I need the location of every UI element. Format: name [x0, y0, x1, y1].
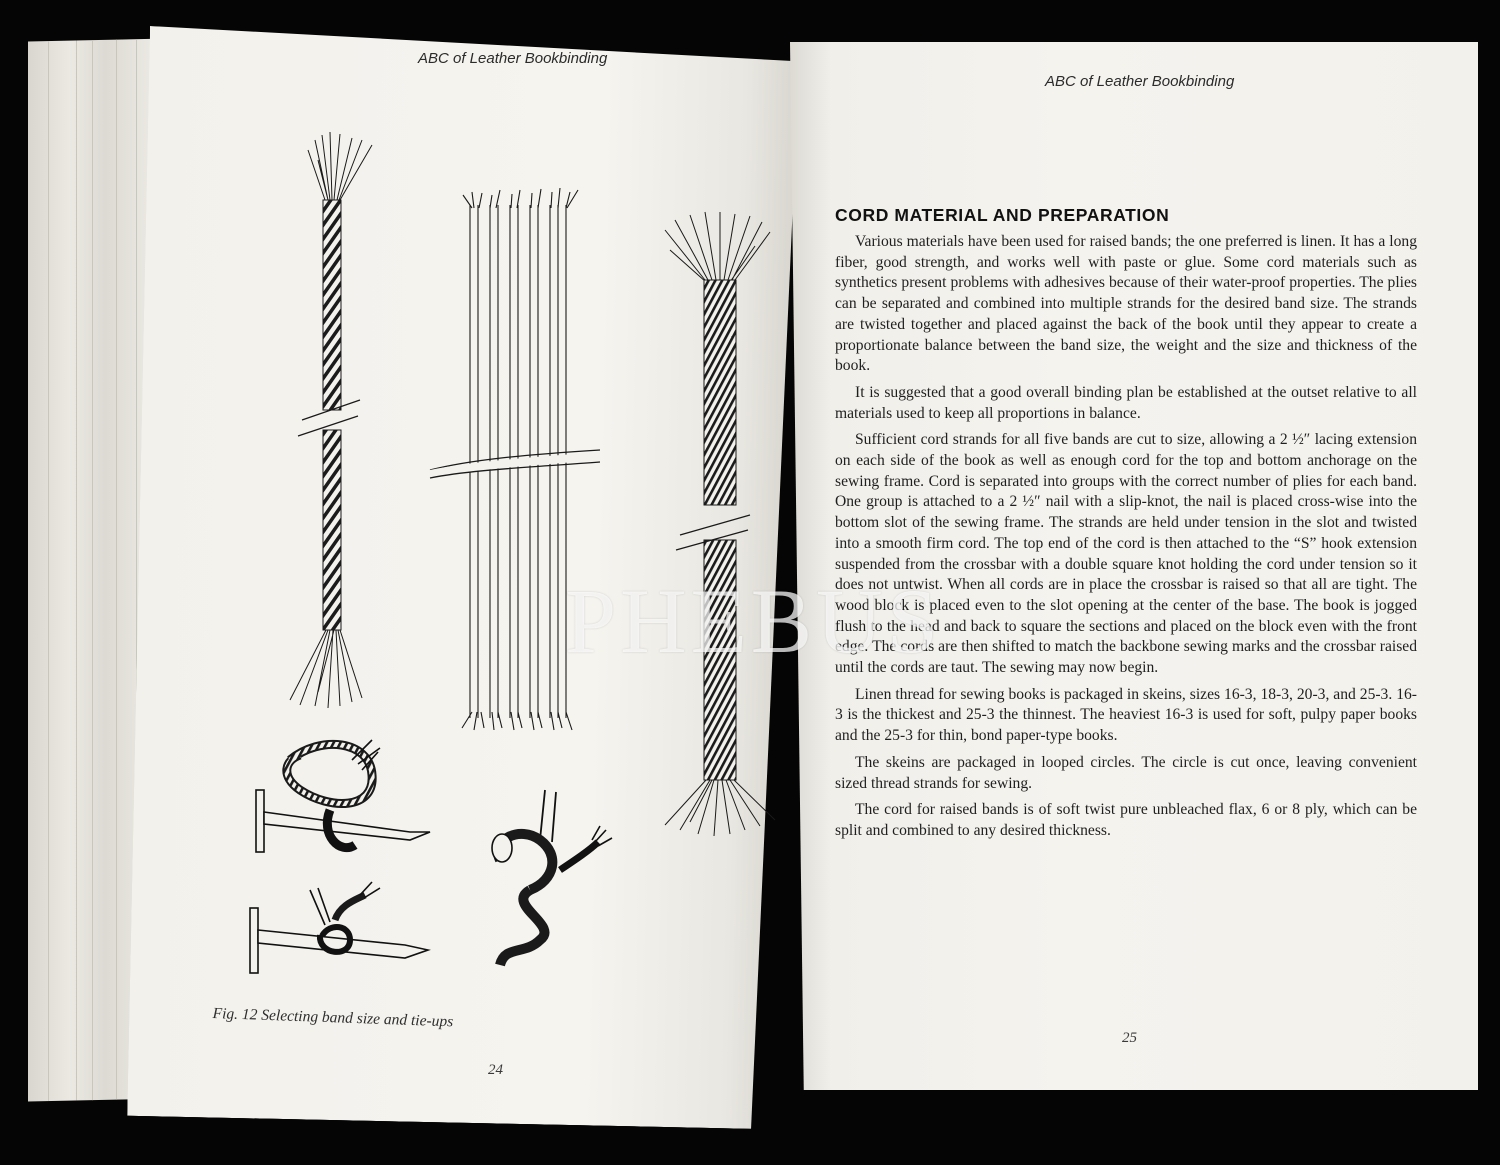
section-heading: CORD MATERIAL AND PREPARATION — [835, 205, 1170, 225]
loop-knot — [492, 790, 612, 965]
nail-slip-knot-top — [256, 740, 430, 852]
paragraph: Various materials have been used for raised bands; the one preferred is linen. It has a long fiber, good strength, and works well with paste or glue. Some cord materials such as synthetics present problems with adhesives because of their water-proof properties. The plies can be separated and combined into multiple strands for the desired band size. The strands are twisted together and placed against the back of the book until they appear to create a proportionate balance between the band size, the weight and the size and thickness of the book. — [835, 233, 1417, 375]
left-running-head: ABC of Leather Bookbinding — [418, 50, 608, 67]
paragraph: It is suggested that a good overall binding plan be established at the outset relative to all materials used to keep all proportions in balance. — [835, 383, 1417, 422]
paragraph: Sufficient cord strands for all five bands are cut to size, allowing a 2 ½″ lacing extension on each side of the book as well as enough cord for the top and bottom anchorage on the sewing frame. Cord is separated into groups with the correct number of plies for each band. One group is attached to a 2 ½″ nail with a slip-knot, the nail is placed cross-wise into the bottom slot of the sewing frame. The strands are held under tension in the slot and twisted into a smooth firm cord. The top end of the cord is then attached to the “S” hook extension suspended from the crossbar with a double square knot holding the cord under tension so it does not untwist. When all cords are in place the crossbar is raised so that all are tight. The wood block is placed even to the slot opening at the center of the base. The book is jogged flush to the head and back to square the sections and placed on the block even with the front edge. The cords are then shifted to match the backbone sewing marks and the crossbar raised until the cords are taut. The sewing may now begin. — [835, 431, 1417, 677]
left-page-number: 24 — [488, 1062, 503, 1078]
figure-caption: Fig. 12 Selecting band size and tie-ups — [212, 1005, 454, 1031]
thick-twisted-cord — [665, 212, 775, 836]
paragraph: The skeins are packaged in looped circles. The circle is cut once, leaving convenient sized thread strands for sewing. — [835, 753, 1417, 792]
thin-twisted-cord — [290, 132, 372, 708]
right-running-head: ABC of Leather Bookbinding — [1045, 73, 1235, 90]
paragraph: Linen thread for sewing books is packaged in skeins, sizes 16-3, 18-3, 20-3, and 25-3. 16-3 is the thickest and 25-3 the thinnest. The heaviest 16-3 is used for soft, pulpy paper books and the 25-3 for thin, bond paper-type books. — [835, 685, 1417, 745]
watermark: PHEBUS — [565, 570, 942, 672]
right-page-number: 25 — [1122, 1030, 1137, 1046]
nail-slip-knot-bottom — [250, 882, 428, 973]
body-text — [835, 232, 1417, 848]
paragraph: The cord for raised bands is of soft twist pure unbleached flax, 6 or 8 ply, which can be split and combined to any desired thickness. — [835, 801, 1417, 839]
